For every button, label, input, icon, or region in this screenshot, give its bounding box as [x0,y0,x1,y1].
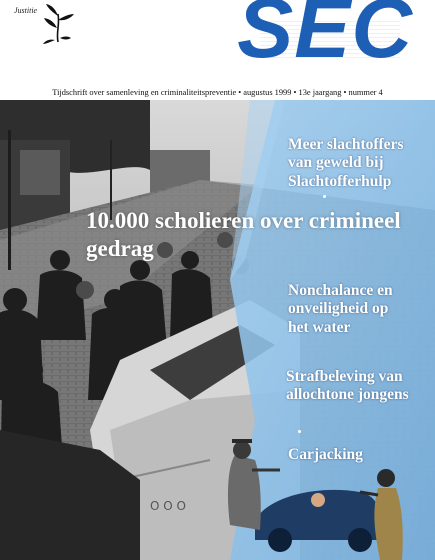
bullet [298,430,301,433]
bullet [323,195,326,198]
magazine-title: SEC [237,0,413,75]
masthead [0,0,435,100]
magazine-subtitle: Tijdschrift over samenleving en criminaliteitspreventie • augustus 1999 • 13e jaargang • nummer 4 [52,88,383,97]
svg-text:O O O: O O O [150,499,186,513]
headline-2: Nonchalance en onveiligheid op het water [288,282,393,336]
headline-4: Carjacking [288,446,363,463]
brand-label: Justitie [14,6,38,15]
headline-1: Meer slachtoffers van geweld bij Slachtofferhulp [288,136,404,190]
justitie-logo [38,2,78,46]
main-headline: 10.000 scholieren over crimineel gedrag [86,208,401,261]
headline-3: Strafbeleving van allochtone jongens [286,368,409,404]
